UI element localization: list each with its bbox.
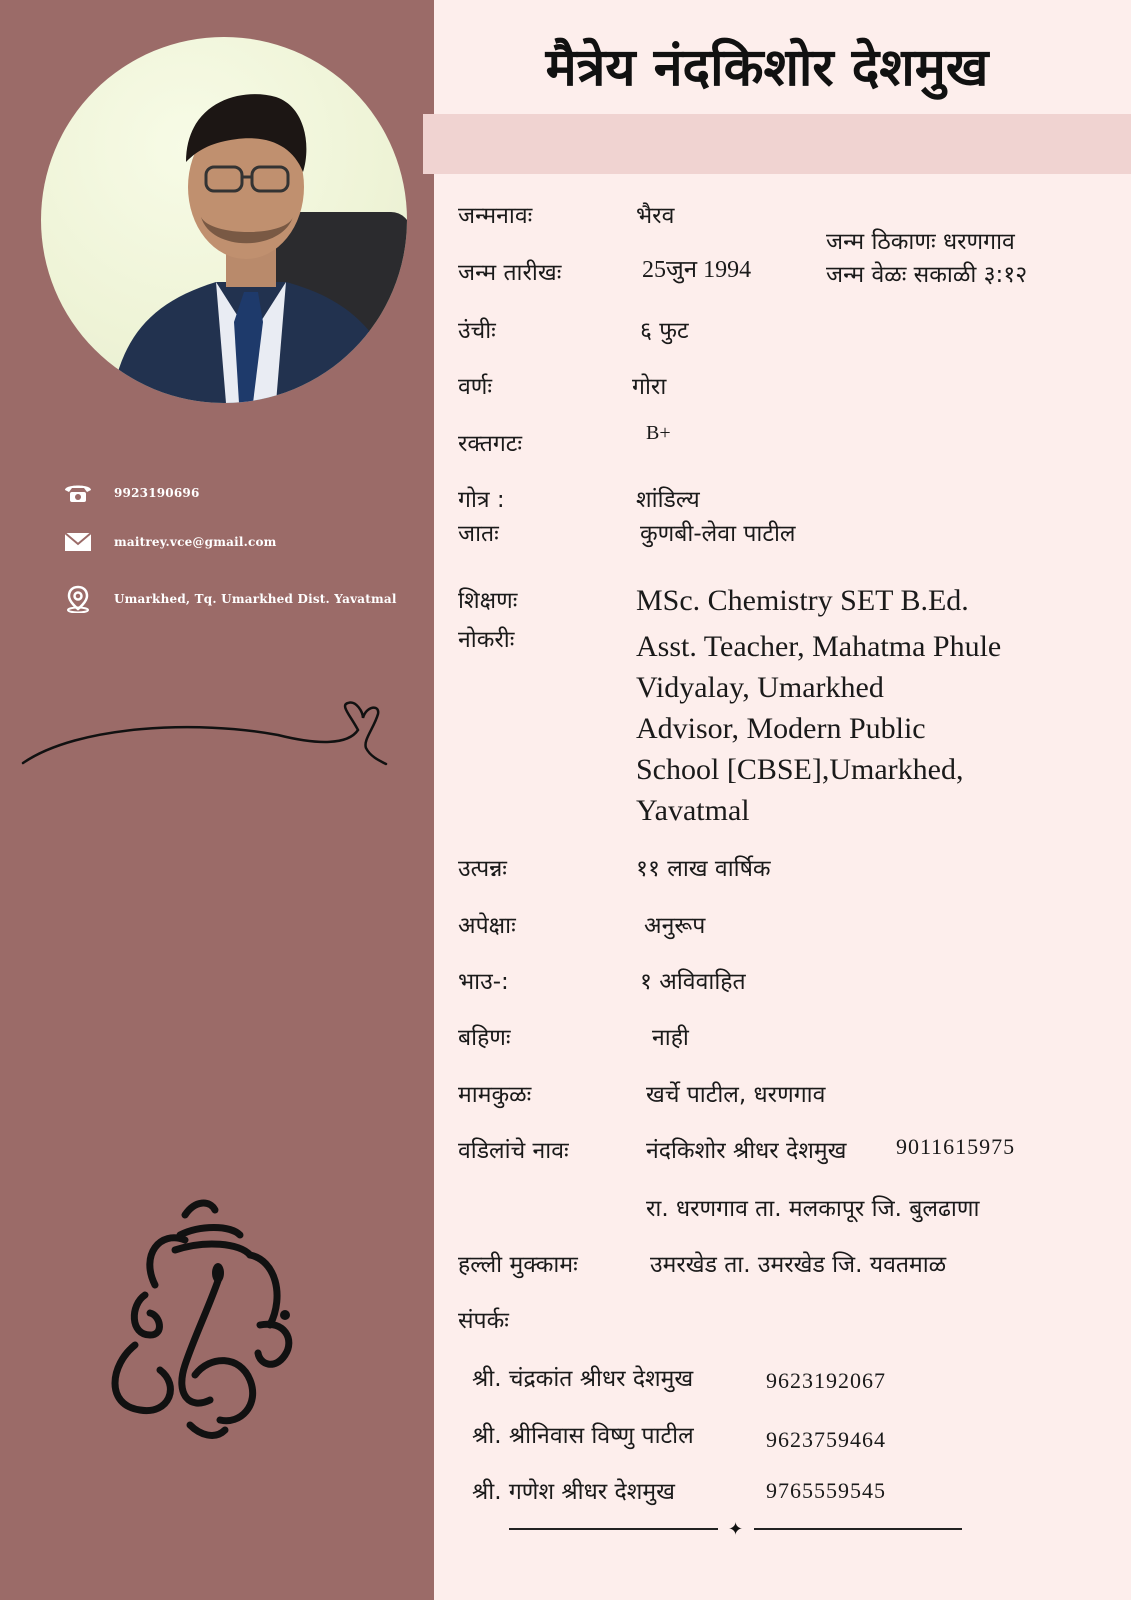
contact-phone (62, 478, 422, 508)
contact-address (62, 584, 422, 614)
dob-label: जन्म तारीखः (458, 260, 562, 286)
maternal-family-value: खर्चे पाटील, धरणगाव (646, 1082, 826, 1108)
residence-label: हल्ली मुक्कामः (458, 1252, 578, 1278)
page-title: मैत्रेय नंदकिशोर देशमुख (545, 38, 989, 98)
height-value: ६ फुट (640, 318, 689, 344)
job-line: Vidyalay, Umarkhed (636, 671, 884, 704)
father-name-label: वडिलांचे नावः (458, 1138, 569, 1164)
brother-label: भाउ-: (458, 969, 509, 995)
contact-person-phone: 9765559545 (766, 1478, 886, 1503)
job-line: Asst. Teacher, Mahatma Phule (636, 630, 1002, 663)
education-label: शिक्षणः (458, 588, 518, 614)
father-name-value: नंदकिशोर श्रीधर देशमुख (646, 1138, 847, 1164)
blood-value: B+ (646, 422, 671, 444)
dob-value: 25जुन 1994 (642, 257, 752, 283)
job-line: School [CBSE],Umarkhed, (636, 753, 964, 786)
job-line: Advisor, Modern Public (636, 712, 926, 745)
envelope-icon (62, 529, 94, 555)
height-label: उंचीः (458, 318, 496, 344)
birthplace: जन्म ठिकाणः धरणगाव (826, 229, 1015, 255)
contact-person-name: श्री. चंद्रकांत श्रीधर देशमुख (472, 1366, 694, 1392)
contact-person-name: श्री. गणेश श्रीधर देशमुख (472, 1479, 675, 1505)
brother-value: १ अविवाहित (640, 969, 746, 995)
phone-icon (62, 480, 94, 506)
ganesha-om-icon (100, 1195, 310, 1445)
complexion-value: गोरा (632, 374, 667, 400)
profile-photo (41, 37, 407, 403)
caste-label: जातः (458, 521, 499, 547)
title-band (423, 114, 1131, 174)
job-line: Yavatmal (636, 794, 750, 827)
contact-label: संपर्कः (458, 1308, 509, 1334)
job-label: नोकरीः (458, 627, 515, 653)
divider-left (509, 1528, 718, 1530)
maternal-family-label: मामकुळः (458, 1082, 532, 1108)
contact-person-phone: 9623759464 (766, 1427, 886, 1452)
sister-label: बहिणः (458, 1025, 511, 1051)
heart-squiggle-decoration (18, 700, 398, 780)
gotra-value: शांडिल्य (636, 487, 700, 513)
job-value (636, 626, 1001, 831)
contact-email (62, 527, 422, 557)
father-phone: 9011615975 (896, 1134, 1016, 1159)
income-label: उत्पन्नः (458, 856, 507, 882)
blood-label: रक्तगटः (458, 431, 523, 457)
contact-person-name: श्री. श्रीनिवास विष्णु पाटील (472, 1423, 694, 1449)
birthtime: जन्म वेळः सकाळी ३:१२ (826, 262, 1028, 288)
email-text: maitrey.vce@gmail.com (114, 535, 277, 549)
phone-text: 9923190696 (114, 486, 200, 500)
sidebar (0, 0, 434, 1600)
expectation-label: अपेक्षाः (458, 913, 516, 939)
father-address: रा. धरणगाव ता. मलकापूर जि. बुलढाणा (646, 1196, 980, 1222)
janmanav-label: जन्मनावः (458, 203, 533, 229)
divider-right (754, 1528, 962, 1530)
address-text: Umarkhed, Tq. Umarkhed Dist. Yavatmal (114, 592, 397, 606)
contact-person-phone: 9623192067 (766, 1368, 886, 1393)
education-value: MSc. Chemistry SET B.Ed. (636, 584, 969, 617)
sister-value: नाही (652, 1025, 689, 1051)
gotra-label: गोत्र : (458, 487, 505, 513)
residence-value: उमरखेड ता. उमरखेड जि. यवतमाळ (650, 1252, 947, 1278)
income-value: ११ लाख वार्षिक (636, 856, 771, 882)
caste-value: कुणबी-लेवा पाटील (640, 521, 796, 547)
diamond-ornament-icon: ✦ (728, 1519, 744, 1540)
complexion-label: वर्णः (458, 374, 493, 400)
location-pin-icon (62, 586, 94, 612)
janmanav-value: भैरव (636, 203, 675, 229)
expectation-value: अनुरूप (644, 913, 706, 939)
